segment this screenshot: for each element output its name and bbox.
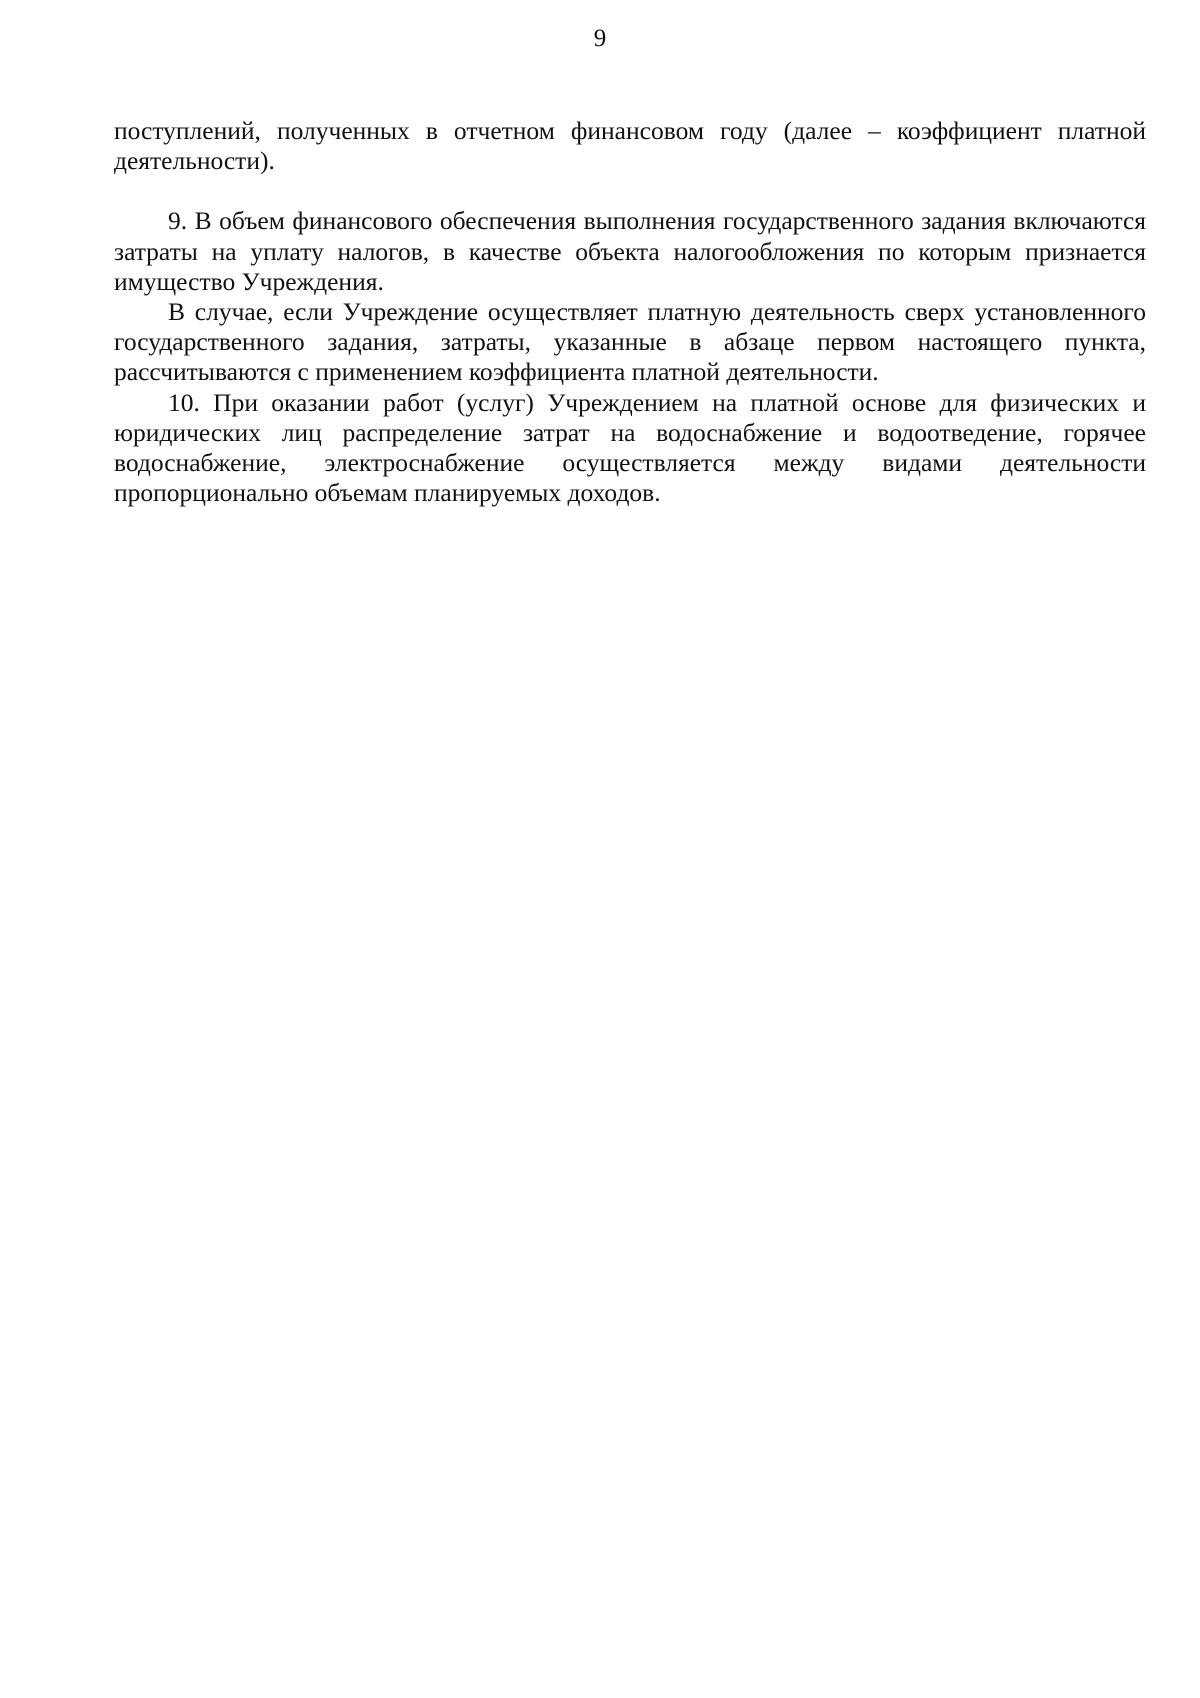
- document-body: [114, 116, 1146, 508]
- paragraph-paid-activity: В случае, если Учреждение осуществляет платную деятельность сверх установленного государственного задания, затраты, указанные в абзаце первом настоящего пункта, рассчитываются с применением коэффициента платной деятельности.: [114, 297, 1146, 387]
- paragraph-item-9: 9. В объем финансового обеспечения выполнения государственного задания включаются затраты на уплату налогов, в качестве объекта налогообложения по которым признается имущество Учреждения.: [114, 206, 1146, 296]
- paragraph-item-10: 10. При оказании работ (услуг) Учреждением на платной основе для физических и юридических лиц распределение затрат на водоснабжение и водоотведение, горячее водоснабжение, электроснабжение осуществляется между видами деятельности пропорционально объемам планируемых доходов.: [114, 387, 1146, 508]
- paragraph-continuation: поступлений, полученных в отчетном финансовом году (далее – коэффициент платной деятельности).: [114, 116, 1146, 176]
- page-number: 9: [593, 25, 607, 52]
